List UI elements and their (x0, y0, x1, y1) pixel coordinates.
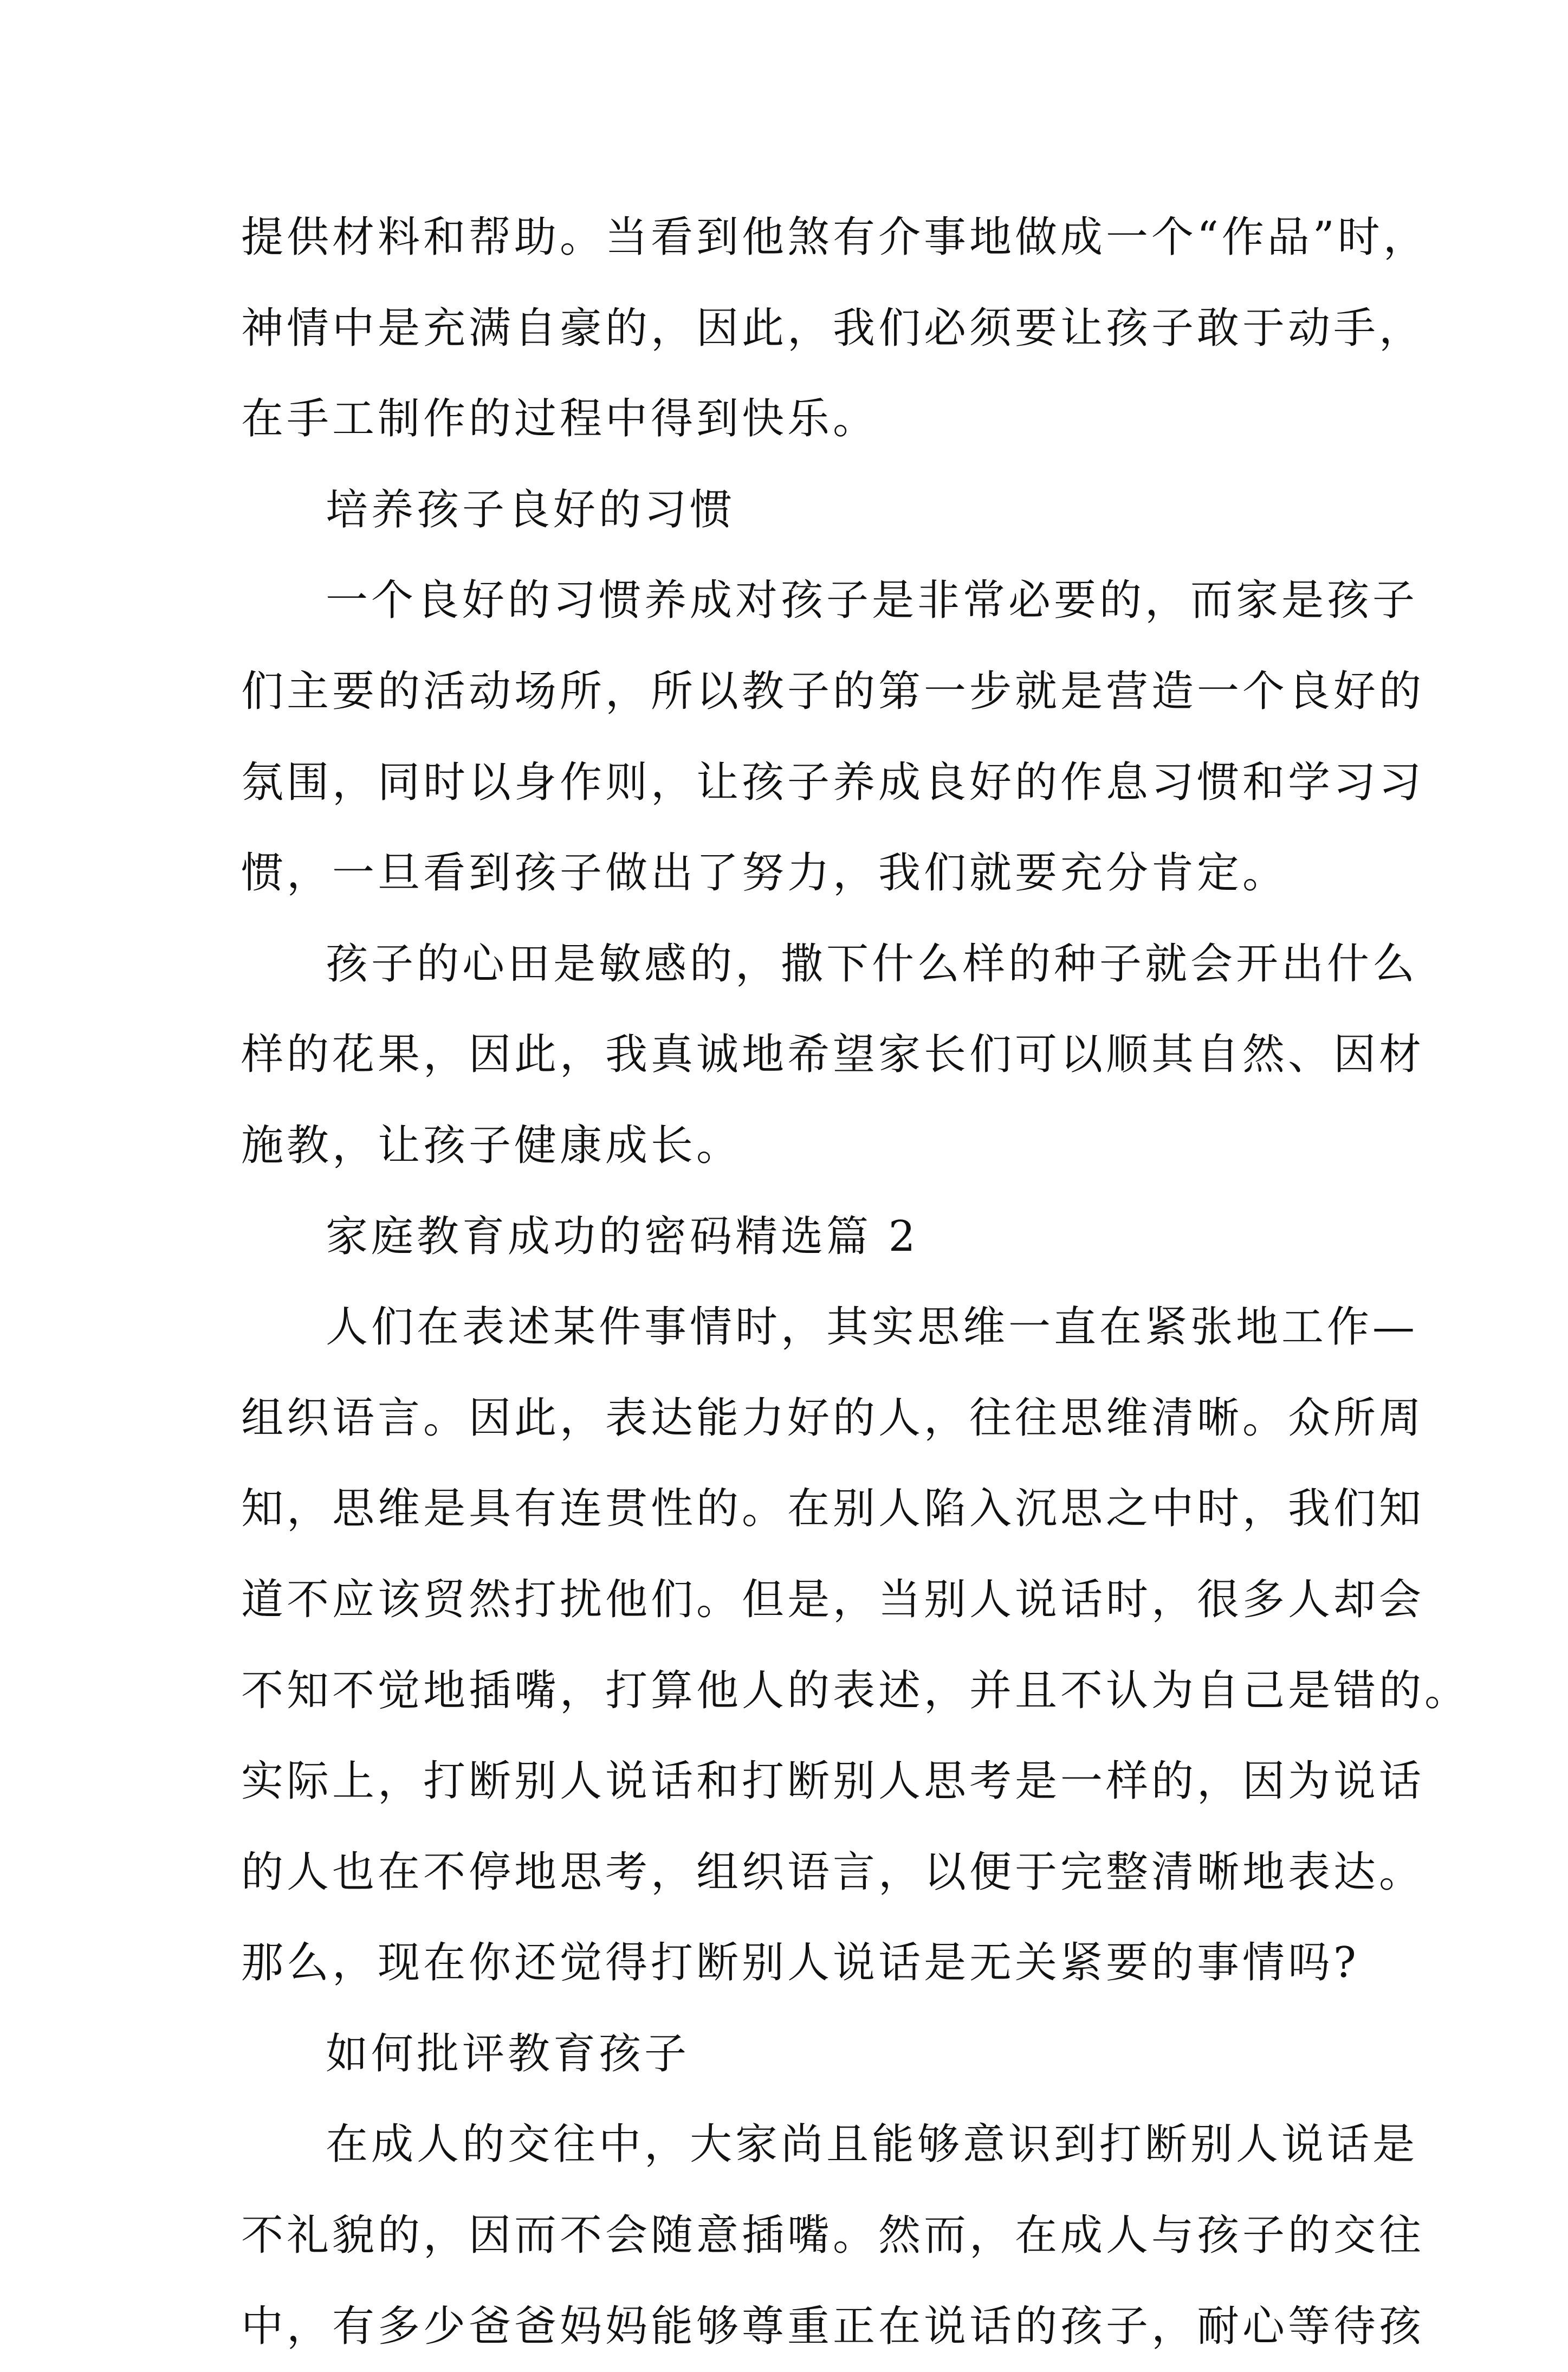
text-line: 中，有多少爸爸妈妈能够尊重正在说话的孩子，耐心等待孩 (241, 2302, 1425, 2351)
section-heading: 家庭教育成功的密码精选篇 2 (326, 1212, 919, 1261)
text-line: 神情中是充满自豪的，因此，我们必须要让孩子敢于动手， (241, 303, 1425, 353)
text-line: 孩子的心田是敏感的，撒下什么样的种子就会开出什么 (326, 939, 1418, 988)
text-line: 提供材料和帮助。当看到他煞有介事地做成一个“作品”时， (241, 213, 1429, 262)
text-line: 惯，一旦看到孩子做出了努力，我们就要充分肯定。 (241, 849, 1288, 898)
text-line: 不礼貌的，因而不会随意插嘴。然而，在成人与孩子的交往 (241, 2211, 1425, 2260)
section-heading: 如何批评教育孩子 (326, 2029, 690, 2078)
text-line: 的人也在不停地思考，组织语言，以便于完整清晰地表达。 (241, 1847, 1425, 1897)
text-line: 氛围，同时以身作则，让孩子养成良好的作息习惯和学习习 (241, 758, 1425, 807)
text-line: 那么，现在你还觉得打断别人说话是无关紧要的事情吗? (241, 1938, 1359, 1988)
text-line: 实际上，打断别人说话和打断别人思考是一样的，因为说话 (241, 1757, 1425, 1806)
text-line: 人们在表述某件事情时，其实思维一直在紧张地工作— (326, 1303, 1418, 1352)
text-line: 样的花果，因此，我真诚地希望家长们可以顺其自然、因材 (241, 1030, 1425, 1080)
section-heading: 培养孩子良好的习惯 (326, 485, 736, 534)
text-line: 知，思维是具有连贯性的。在别人陷入沉思之中时，我们知 (241, 1484, 1425, 1534)
text-line: 在手工制作的过程中得到快乐。 (241, 395, 879, 444)
text-line: 一个良好的习惯养成对孩子是非常必要的，而家是孩子 (326, 576, 1418, 625)
text-line: 在成人的交往中，大家尚且能够意识到打断别人说话是 (326, 2120, 1418, 2169)
text-line: 组织语言。因此，表达能力好的人，往往思维清晰。众所周 (241, 1393, 1425, 1443)
document-body (241, 192, 1470, 2372)
text-line: 施教，让孩子健康成长。 (241, 1121, 742, 1170)
text-line: 道不应该贸然打扰他们。但是，当别人说话时，很多人却会 (241, 1575, 1425, 1624)
text-line: 们主要的活动场所，所以教子的第一步就是营造一个良好的 (241, 667, 1425, 716)
text-line: 不知不觉地插嘴，打算他人的表述，并且不认为自己是错的。 (241, 1666, 1470, 1715)
